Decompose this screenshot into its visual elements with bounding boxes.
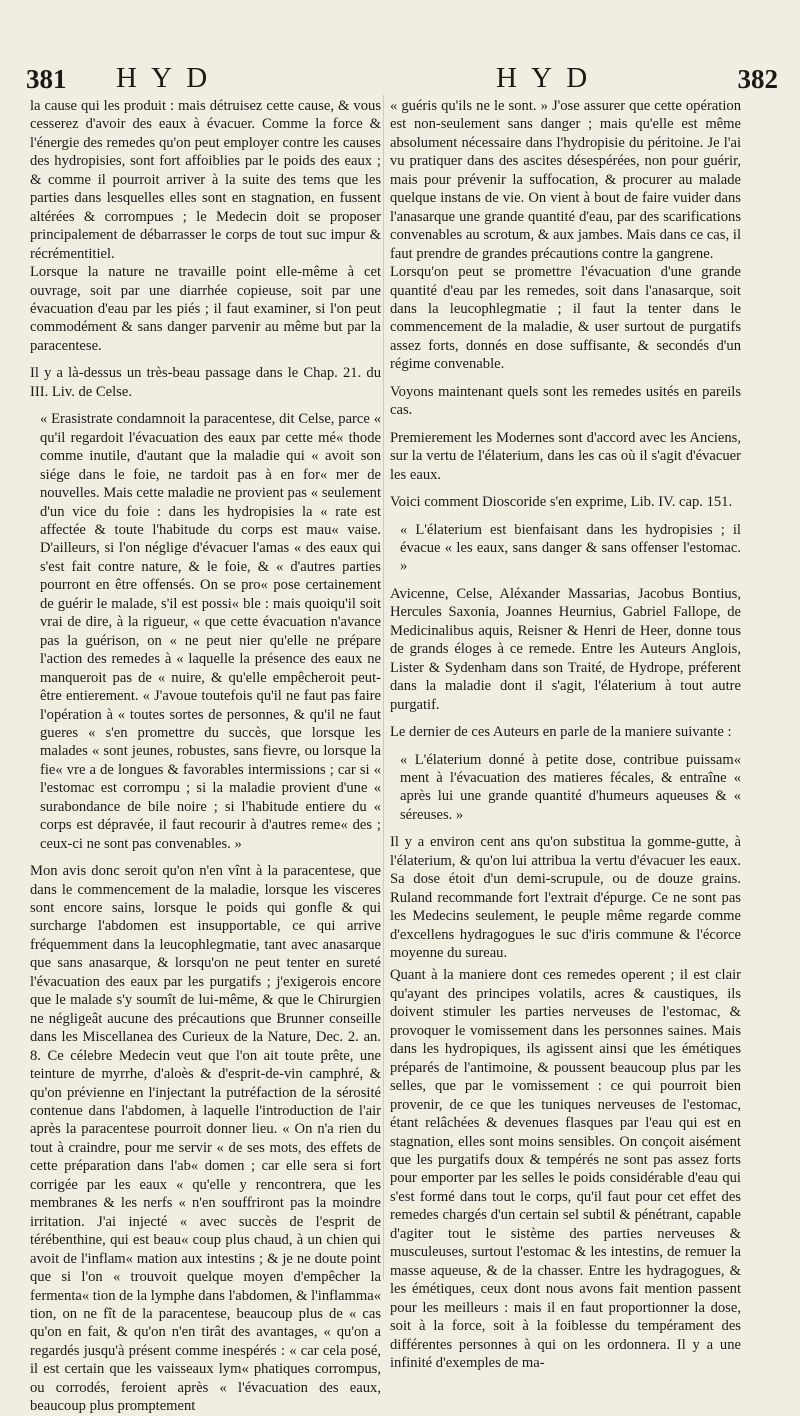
left-column [30,97,381,1416]
quotation: « Erasistrate condamnoit la paracentese, dit Celse, parce « qu'il regardoit l'évacuation des eaux par cette mé« thode comme inutile, d'autant que la maladie qui « avoit son siége dans le foie, ne tardoit pas à en for« mer de nouvelles. Mais cette maladie ne provient pas « seulement d'un vice du foie : dans les hydropisies la « rate est affectée & toute l'habitude du corps est mau« vaise. D'ailleurs, si l'on néglige d'évacuer l'amas « des eaux qui s'est fait contre nature, & le foie, & « d'autres parties pourront en être offensés. On se pro« pose certainement de guérir le malade, s'il est possi« ble : mais quoiqu'il soit vrai de dire, à la rigueur, « que cette évacuation n'avance pas la guérison, on « ne peut nier qu'elle ne prépare l'action des remedes à « laquelle la présence des eaux ne manqueroit pas de « nuire, & qu'elle empêcheroit peut-être entierement. « J'avoue toutefois qu'il ne faut pas faire l'opération à « toutes sortes de personnes, & qu'il ne faut gueres « s'en promettre du succès, que lorsque les malades « sont jeunes, robustes, sans fievre, ou lorsque la fie« vre a de longues & favorables intermissions ; car si « l'estomac est corrompu ; si la maladie provient d'une « surabondance de bile noire ; si l'habitude entiere du « corps est dépravée, il faut recourir à d'autres reme« des ; ceux-ci ne sont pas convenables. » [40,411,381,852]
page-header [26,62,778,98]
quotation: « L'élaterium donné à petite dose, contribue puissam« ment à l'évacuation des matieres fécales, & entraîne « après lui une grande quantité d'humeurs aqueuses & « séreuses. » [400,751,741,823]
left-running-head: H Y D [116,62,212,94]
right-column [390,97,741,1372]
paragraph: Mon avis donc seroit qu'on n'en vînt à la paracentese, que dans le commencement de la maladie, lorsque les visceres sont encore sains, lorsque le poids qui gonfle & qui surcharge l'abdomen est insupportable, ce qui arrive fréquemment dans la leucophlegmatie, tant avec anasarque que sans anasarque, & lorsqu'on ne peut tenter en sureté l'évacuation des eaux par les purgatifs ; j'exigerois encore que le malade s'y soumît de lui-même, & que le Chirurgien ne négligeât aucune des précautions que Brunner conseille dans les Miscellanea des Curieux de la Nature, Dec. 2. an. 8. Ce célebre Medecin veut que l'on ait toute prête, une teinture de myrrhe, d'aloès & d'esprit-de-vin camphré, & qu'on prévienne en l'injectant la putréfaction de la sérosité contenue dans l'abdomen, à laquelle l'introduction de l'air après la paracentese pourroit donner lieu. « On n'a rien du tout à craindre, pour me servir « de ses mots, des effets de cette préparation dans l'ab« domen ; car elle sera si fort corrigée par les eaux « qu'elle y rencontrera, que les membranes & les nerfs « n'en souffriront pas la moindre irritation. J'ai injecté « avec succès de l'esprit de térébenthine, qui est beau« coup plus chaud, à un chien qui avoit de l'inflam« mation aux intestins ; & je ne doute point que si l'on « trouvoit quelque moyen d'empêcher la fermenta« tion de la lymphe dans l'abdomen, & l'inflamma« tion, on ne fît de la paracentese, beaucoup plus de « cas qu'on en fait, & qu'on n'en tirât des avantages, « qu'on a regardés jusqu'à présent comme inespérés : « car cela posé, il est certain que les vaisseaux lym« phatiques corrompus, ou corrodés, feroient après « l'évacuation des eaux, beaucoup plus promptement [30,863,381,1415]
paragraph: Il y a environ cent ans qu'on substitua la gomme-gutte, à l'élaterium, & qu'on lui attribua la vertu d'évacuer les eaux. Sa dose étoit d'un demi-scrupule, ou de douze grains. Ruland recommande fort l'extrait d'épurge. Ce ne sont pas les Medecins seulement, le peuple même regarde comme d'excellens hydragogues le suc d'iris commune & l'écorce moyenne du sureau. [390,834,741,962]
paragraph: « guéris qu'ils ne le sont. » J'ose assurer que cette opération est non-seulement sans danger ; mais qu'elle est même absolument nécessaire dans l'hydropisie du péritoine. Je l'ai vu pratiquer dans des ascites désespérées, non pour guérir, mais pour prévenir la suffocation, & procurer au malade quelque instans de vie. On vient à bout de faire vuider dans l'anasarque une grande quantité d'eau, par des scarifications convenables au scrotum, & aux jambes. Mais dans ce cas, il faut prendre de grandes précautions contre la gangrene. [390,98,741,262]
paragraph: Lorsque la nature ne travaille point elle-même à cet ouvrage, soit par une diarrhée copieuse, soit par une évacuation d'eau par les piés ; il faut examiner, si l'on peut commodément & sans danger parvenir au même but par la paracentese. [30,264,381,354]
paragraph: Premierement les Modernes sont d'accord avec les Anciens, sur la vertu de l'élaterium, dans les cas où il s'agit d'évacuer les eaux. [390,429,741,483]
paragraph: Avicenne, Celse, Aléxander Massarias, Jacobus Bontius, Hercules Saxonia, Joannes Heurnius, Gabriel Fallope, de Medicinalibus aquis, Reisner & Henri de Heer, donne tous de grands éloges à ce remede. Entre les Auteurs Anglois, Lister & Sydenham dans son Traité, de Hydrope, préferent dans la maladie dont il s'agit, l'élaterium à tout autre purgatif. [390,585,741,713]
right-page-number: 382 [737,64,778,94]
quotation: « L'élaterium est bienfaisant dans les hydropisies ; il évacue « les eaux, sans danger & sans offenser l'estomac. » [400,521,741,575]
paragraph: la cause qui les produit : mais détruisez cette cause, & vous cesserez d'avoir des eaux à évacuer. Comme la force & l'énergie des remedes qu'on peut employer contre les causes des hydropisies, sont fort affoiblies par le poids des eaux ; & comme il pourroit arriver à la suite des tems que les parties dans lesquelles elles sont en stagnation, en fussent altérées & corrompues ; le Medecin doit se proposer principalement de débarrasser le corps de tout suc impur & récrémentitiel. [30,98,381,262]
paragraph: Lorsqu'on peut se promettre l'évacuation d'une grande quantité d'eau par les remedes, soit dans l'anasarque, soit dans la leucophlegmatie ; il faut la tenter dans le commencement de la maladie, & user surtout de purgatifs assez forts, donnés en dose suffisante, & secondés d'un régime convenable. [390,264,741,373]
column-divider [383,95,384,1280]
paragraph: Il y a là-dessus un très-beau passage dans le Chap. 21. du III. Liv. de Celse. [30,365,381,400]
paragraph: Quant à la maniere dont ces remedes operent ; il est clair qu'ayant des principes volatils, acres & caustiques, ils doivent stimuler les parties nerveuses de l'estomac, & provoquer le vomissement dans les personnes saines. Mais dans les hydropiques, ils agissent ainsi que les émétiques préparés de l'antimoine, & poussent beaucoup plus par les selles, que par le vomissement : ce qui pourroit bien provenir, de ce que les tuniques nerveuses de l'estomac, étant relâchées & devenues flasques par l'eau qui est en stagnation, elles sont moins sensibles. On conçoit aisément que les purgatifs doux & tempérés ne sont pas assez forts pour emporter par les selles le poids considérable d'eau qui s'est formé dans tout le corps, qu'il faut pour cet effet des remedes chargés d'un certain sel subtil & pénétrant, capable d'agiter tout le sistème des parties nerveuses & musculeuses, surtout l'estomac & les intestins, de remuer la masse aqueuse, & de la chasser. Entre les hydragogues, & les émétiques, ceux dont nous avons fait mention passent pour les meilleurs : mais il en faut proportionner la dose, soit à la force, soit à la foiblesse du tempérament des différentes personnes à qui on les ordonnera. Il y a une infinité d'exemples de ma- [390,967,741,1371]
paragraph: Voici comment Dioscoride s'en exprime, Lib. IV. cap. 151. [390,494,733,511]
left-page-number: 381 [26,64,67,94]
right-running-head: H Y D [496,62,592,94]
paragraph: Le dernier de ces Auteurs en parle de la maniere suivante : [390,724,732,741]
paragraph: Voyons maintenant quels sont les remedes usités en pareils cas. [390,383,741,419]
